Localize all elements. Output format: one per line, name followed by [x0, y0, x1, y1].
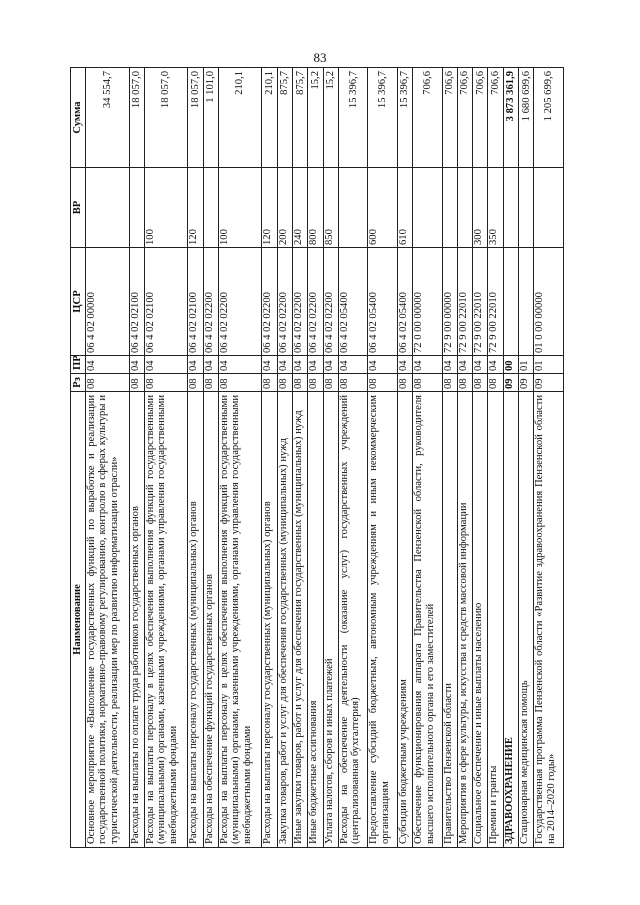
- page-number: 83: [313, 50, 327, 65]
- cell-pr: 01: [519, 356, 534, 374]
- cell-rz: 08: [413, 374, 442, 392]
- cell-rz: 08: [442, 374, 457, 392]
- cell-vr: 120: [188, 168, 203, 248]
- cell-csr: 06 4 02 02200: [308, 248, 323, 356]
- cell-vr: [457, 168, 472, 248]
- cell-name: Государственная программа Пензенской области «Развитие здравоохранения Пензенской области на 2014–2020 годы»: [534, 392, 564, 848]
- cell-csr: [519, 248, 534, 356]
- cell-pr: 04: [218, 356, 262, 374]
- cell-pr: 04: [308, 356, 323, 374]
- cell-pr: 04: [488, 356, 503, 374]
- cell-csr: 06 4 02 02200: [218, 248, 262, 356]
- table-row: [368, 68, 397, 848]
- table-row: [129, 68, 144, 848]
- cell-pr: 04: [397, 356, 412, 374]
- cell-name: Стационарная медицинская помощь: [519, 392, 534, 848]
- cell-vr: [534, 168, 564, 248]
- cell-pr: 04: [144, 356, 188, 374]
- cell-name: Уплата налогов, сборов и иных платежей: [323, 392, 338, 848]
- cell-pr: 04: [293, 356, 308, 374]
- cell-vr: 300: [473, 168, 488, 248]
- cell-name: Иные закупки товаров, работ и услуг для обеспечения государственных (муниципальных) нужд: [293, 392, 308, 848]
- cell-name: Предоставление субсидий бюджетным, автономным учреждениям и иным некоммерческим организациям: [368, 392, 397, 848]
- cell-name: Расходы на обеспечение функций государственных органов: [203, 392, 218, 848]
- cell-sum: 1 205 699,6: [534, 68, 564, 168]
- cell-sum: 15,2: [308, 68, 323, 168]
- cell-rz: 08: [293, 374, 308, 392]
- table-row: [144, 68, 188, 848]
- table-row: [473, 68, 488, 848]
- cell-sum: 1 680 699,6: [519, 68, 534, 168]
- cell-rz: 08: [144, 374, 188, 392]
- cell-csr: 06 4 02 05400: [397, 248, 412, 356]
- table-row: [86, 68, 130, 848]
- cell-vr: [503, 168, 518, 248]
- header-rz: Рз: [71, 374, 86, 392]
- cell-vr: [203, 168, 218, 248]
- cell-sum: 706,6: [413, 68, 442, 168]
- cell-sum: 18 057,0: [129, 68, 144, 168]
- table-row: [218, 68, 262, 848]
- cell-csr: 72 0 00 00000: [413, 248, 442, 356]
- cell-vr: 800: [308, 168, 323, 248]
- cell-sum: 18 057,0: [188, 68, 203, 168]
- header-pr: ПР: [71, 356, 86, 374]
- cell-name: Премии и гранты: [488, 392, 503, 848]
- header-name: Наименование: [71, 392, 86, 848]
- cell-rz: 08: [308, 374, 323, 392]
- cell-sum: 34 554,7: [86, 68, 130, 168]
- cell-vr: [86, 168, 130, 248]
- budget-table-rotated: [70, 68, 564, 848]
- table-row: [442, 68, 457, 848]
- cell-csr: 06 4 02 02100: [129, 248, 144, 356]
- cell-rz: 08: [188, 374, 203, 392]
- cell-csr: 06 4 02 00000: [86, 248, 130, 356]
- cell-rz: 08: [86, 374, 130, 392]
- table-row: [262, 68, 277, 848]
- cell-vr: [442, 168, 457, 248]
- cell-pr: 04: [129, 356, 144, 374]
- table-row: [413, 68, 442, 848]
- cell-pr: 04: [473, 356, 488, 374]
- cell-vr: [129, 168, 144, 248]
- cell-name: Мероприятия в сфере культуры, искусства и средств массовой информации: [457, 392, 472, 848]
- cell-csr: 06 4 02 02100: [188, 248, 203, 356]
- cell-csr: 01 0 00 00000: [534, 248, 564, 356]
- cell-rz: 08: [129, 374, 144, 392]
- table-row: [188, 68, 203, 848]
- cell-sum: 210,1: [262, 68, 277, 168]
- cell-pr: 04: [457, 356, 472, 374]
- cell-sum: 875,7: [293, 68, 308, 168]
- cell-sum: 1 101,0: [203, 68, 218, 168]
- cell-rz: 08: [218, 374, 262, 392]
- cell-vr: 100: [144, 168, 188, 248]
- cell-sum: 706,6: [488, 68, 503, 168]
- cell-pr: 01: [534, 356, 564, 374]
- cell-name: Обеспечение функционирования аппарата Правительства Пензенской области, руководителя высшего исполнительного органа и его заместителей: [413, 392, 442, 848]
- cell-vr: [519, 168, 534, 248]
- cell-name: Расходы на обеспечение деятельности (оказание услуг) государственных учреждений (централизованная бухгалтерия): [339, 392, 368, 848]
- cell-name: Расходы на выплаты персоналу государственных (муниципальных) органов: [262, 392, 277, 848]
- cell-vr: [413, 168, 442, 248]
- cell-sum: 875,7: [277, 68, 292, 168]
- cell-sum: 15,2: [323, 68, 338, 168]
- cell-rz: 08: [457, 374, 472, 392]
- cell-vr: 240: [293, 168, 308, 248]
- cell-pr: 04: [413, 356, 442, 374]
- cell-name: Расходы на выплаты персоналу в целях обеспечения выполнения функций государственными (муниципальными) органами, казенными учреждениями, органами управления государственными внебюджетными фондами: [218, 392, 262, 848]
- cell-name: Иные бюджетные ассигнования: [308, 392, 323, 848]
- cell-csr: [503, 248, 518, 356]
- budget-table: [70, 67, 564, 848]
- cell-csr: 06 4 02 02200: [262, 248, 277, 356]
- table-row: [277, 68, 292, 848]
- table-row: [457, 68, 472, 848]
- header-vr: ВР: [71, 168, 86, 248]
- cell-vr: 200: [277, 168, 292, 248]
- cell-vr: 850: [323, 168, 338, 248]
- cell-pr: 04: [442, 356, 457, 374]
- cell-sum: 706,6: [457, 68, 472, 168]
- cell-sum: 3 873 361,9: [503, 68, 518, 168]
- cell-name: Расходы на выплаты персоналу в целях обеспечения выполнения функций государственными (муниципальными) органами, казенными учреждениями, органами управления государственными внебюджетными фондами: [144, 392, 188, 848]
- cell-sum: 15 396,7: [339, 68, 368, 168]
- cell-csr: 06 4 02 02200: [293, 248, 308, 356]
- cell-pr: 04: [86, 356, 130, 374]
- cell-rz: 08: [262, 374, 277, 392]
- cell-sum: 18 057,0: [144, 68, 188, 168]
- cell-name: Социальное обеспечение и иные выплаты населению: [473, 392, 488, 848]
- cell-rz: 09: [534, 374, 564, 392]
- cell-vr: 120: [262, 168, 277, 248]
- table-row: [293, 68, 308, 848]
- cell-rz: 08: [339, 374, 368, 392]
- cell-vr: 600: [368, 168, 397, 248]
- cell-csr: 06 4 02 02100: [144, 248, 188, 356]
- cell-rz: 08: [473, 374, 488, 392]
- cell-rz: 08: [203, 374, 218, 392]
- header-csr: ЦСР: [71, 248, 86, 356]
- cell-rz: 08: [277, 374, 292, 392]
- cell-csr: 06 4 02 02200: [323, 248, 338, 356]
- cell-vr: 610: [397, 168, 412, 248]
- cell-csr: 06 4 02 02200: [203, 248, 218, 356]
- table-row: [397, 68, 412, 848]
- table-row: [519, 68, 534, 848]
- table-row: [323, 68, 338, 848]
- cell-pr: 04: [277, 356, 292, 374]
- cell-vr: 350: [488, 168, 503, 248]
- cell-sum: 15 396,7: [368, 68, 397, 168]
- cell-rz: 08: [323, 374, 338, 392]
- cell-csr: 06 4 02 02200: [277, 248, 292, 356]
- cell-name: Закупка товаров, работ и услуг для обеспечения государственных (муниципальных) нужд: [277, 392, 292, 848]
- cell-rz: 08: [397, 374, 412, 392]
- table-row: [534, 68, 564, 848]
- cell-name: Субсидии бюджетным учреждениям: [397, 392, 412, 848]
- header-row: [71, 68, 86, 848]
- cell-name: Расходы на выплаты по оплате труда работников государственных органов: [129, 392, 144, 848]
- cell-pr: 04: [339, 356, 368, 374]
- cell-pr: 04: [203, 356, 218, 374]
- cell-csr: 72 9 00 22010: [488, 248, 503, 356]
- cell-csr: 72 9 00 22010: [457, 248, 472, 356]
- cell-sum: 15 396,7: [397, 68, 412, 168]
- cell-rz: 09: [519, 374, 534, 392]
- cell-vr: [339, 168, 368, 248]
- cell-pr: 00: [503, 356, 518, 374]
- table-row: [339, 68, 368, 848]
- cell-rz: 09: [503, 374, 518, 392]
- table-row: [203, 68, 218, 848]
- cell-csr: 72 9 00 00000: [442, 248, 457, 356]
- cell-sum: 210,1: [218, 68, 262, 168]
- cell-csr: 72 9 00 22010: [473, 248, 488, 356]
- cell-pr: 04: [368, 356, 397, 374]
- cell-name: ЗДРАВООХРАНЕНИЕ: [503, 392, 518, 848]
- cell-pr: 04: [262, 356, 277, 374]
- cell-csr: 06 4 02 05400: [339, 248, 368, 356]
- cell-sum: 706,6: [473, 68, 488, 168]
- cell-name: Расходы на выплаты персоналу государственных (муниципальных) органов: [188, 392, 203, 848]
- table-row: [488, 68, 503, 848]
- cell-rz: 08: [368, 374, 397, 392]
- cell-name: Правительство Пензенской области: [442, 392, 457, 848]
- cell-sum: 706,6: [442, 68, 457, 168]
- cell-name: Основное мероприятие «Выполнение государственных функций по выработке и реализации государственной политики, нормативно-правовому регулированию, контролю в сферах культуры и туристической деятельности, реализации мер по развитию информатизации отрасли»: [86, 392, 130, 848]
- cell-pr: 04: [323, 356, 338, 374]
- table-row: [503, 68, 518, 848]
- table-row: [308, 68, 323, 848]
- cell-pr: 04: [188, 356, 203, 374]
- cell-vr: 100: [218, 168, 262, 248]
- table-body: [86, 68, 564, 848]
- header-sum: Сумма: [71, 68, 86, 168]
- cell-csr: 06 4 02 05400: [368, 248, 397, 356]
- cell-rz: 08: [488, 374, 503, 392]
